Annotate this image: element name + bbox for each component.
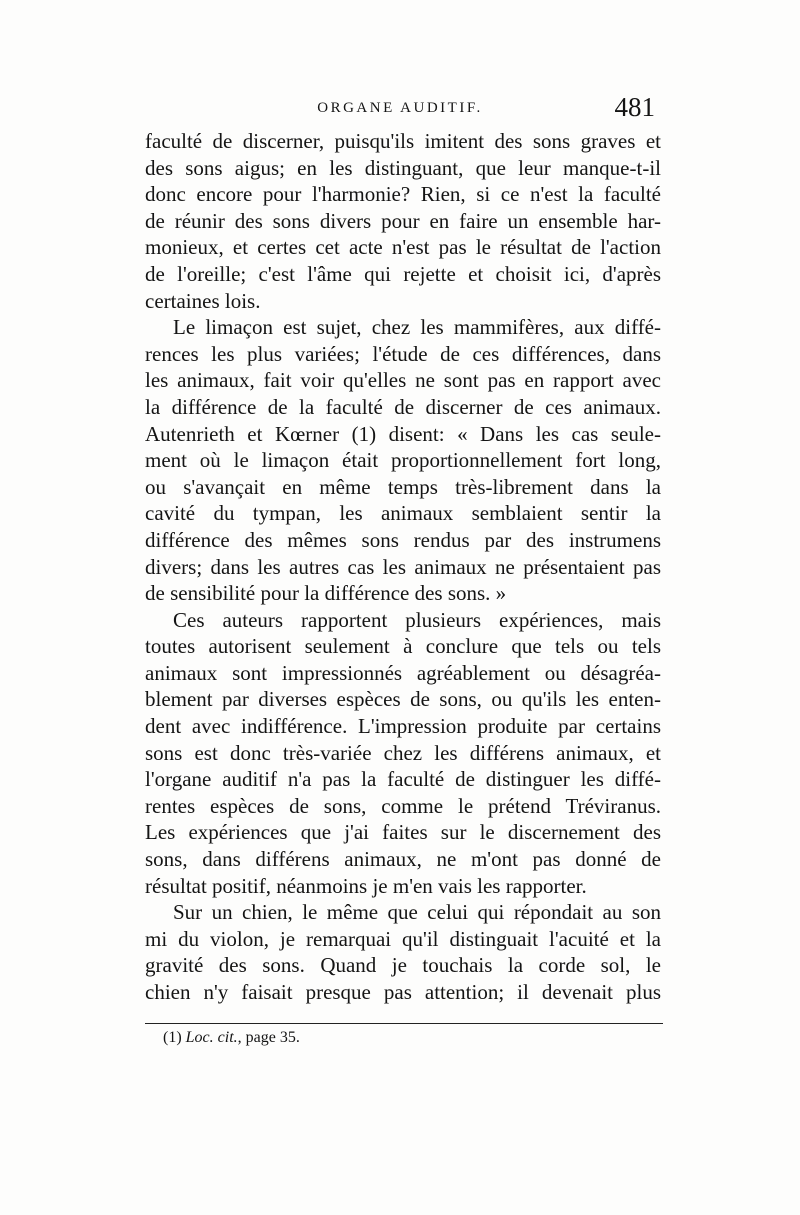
text-line: différence des mêmes sons rendus par des instrumens	[145, 527, 661, 552]
text-line: mi du violon, je remarquai qu'il distinguait l'acuité et la	[145, 926, 661, 951]
text-line: animaux sont impressionnés agréablement ou désagréa-	[145, 660, 661, 685]
text-line: toutes autorisent seulement à conclure que tels ou tels	[145, 634, 661, 659]
text-line: de réunir des sons divers pour en faire un ensemble har-	[145, 208, 661, 233]
footnote-rule	[145, 1023, 663, 1024]
text-line: sons est donc très-variée chez les différens animaux, et	[145, 740, 661, 765]
text-line: Ces auteurs rapportent plusieurs expériences, mais	[173, 607, 661, 632]
paragraph-2	[145, 314, 661, 607]
text-line: certaines lois.	[145, 288, 261, 313]
text-line: la différence de la faculté de discerner de ces animaux.	[145, 394, 661, 419]
text-line: faculté de discerner, puisqu'ils imitent des sons graves et	[145, 129, 661, 153]
running-head	[145, 92, 655, 126]
text-line: ou s'avançait en même temps très-librement dans la	[145, 474, 661, 499]
footnote-marker: (1)	[163, 1029, 182, 1046]
text-line: dent avec indifférence. L'impression produite par certains	[145, 714, 661, 739]
paragraph-3	[145, 607, 661, 900]
text-line: des sons aigus; en les distinguant, que leur manque-t-il	[145, 155, 661, 180]
text-line: Sur un chien, le même que celui qui répondait au son	[173, 900, 661, 925]
text-line: résultat positif, néanmoins je m'en vais les rapporter.	[145, 873, 587, 898]
text-line: divers; dans les autres cas les animaux ne présentaient pas	[145, 554, 661, 579]
text-line: rentes espèces de sons, comme le prétend Tréviranus.	[145, 793, 661, 818]
paragraph-4	[145, 899, 661, 1005]
running-title: ORGANE AUDITIF.	[317, 100, 483, 116]
text-line: de sensibilité pour la différence des sons. »	[145, 581, 507, 606]
text-line: Les expériences que j'ai faites sur le discernement des	[145, 820, 661, 845]
text-line: l'organe auditif n'a pas la faculté de distinguer les diffé-	[145, 767, 661, 792]
text-line: cavité du tympan, les animaux semblaient sentir la	[145, 501, 661, 526]
text-line: donc encore pour l'harmonie? Rien, si ce n'est la faculté	[145, 182, 661, 207]
text-line: rences les plus variées; l'étude de ces différences, dans	[145, 341, 661, 366]
text-line: sons, dans différens animaux, ne m'ont pas donné de	[145, 847, 661, 872]
text-line: ment où le limaçon était proportionnellement fort long,	[145, 448, 661, 473]
text-line: Le limaçon est sujet, chez les mammifères, aux diffé-	[173, 315, 661, 340]
text-line: chien n'y faisait presque pas attention; il devenait plus	[145, 980, 661, 1004]
body-text	[145, 128, 661, 1006]
paragraph-1	[145, 128, 661, 314]
footnote-citation: Loc. cit.	[185, 1029, 238, 1046]
text-line: Autenrieth et Kœrner (1) disent: « Dans les cas seule-	[145, 421, 661, 446]
text-line: monieux, et certes cet acte n'est pas le résultat de l'action	[145, 235, 661, 260]
text-line: gravité des sons. Quand je touchais la corde sol, le	[145, 953, 661, 978]
page-number: 481	[614, 92, 655, 122]
footnote-page-ref: , page 35.	[237, 1029, 300, 1046]
text-line: les animaux, fait voir qu'elles ne sont pas en rapport avec	[145, 368, 661, 393]
text-line: blement par diverses espèces de sons, ou qu'ils les enten-	[145, 687, 661, 712]
text-line: de l'oreille; c'est l'âme qui rejette et choisit ici, d'après	[145, 261, 661, 286]
footnote	[163, 1027, 300, 1049]
